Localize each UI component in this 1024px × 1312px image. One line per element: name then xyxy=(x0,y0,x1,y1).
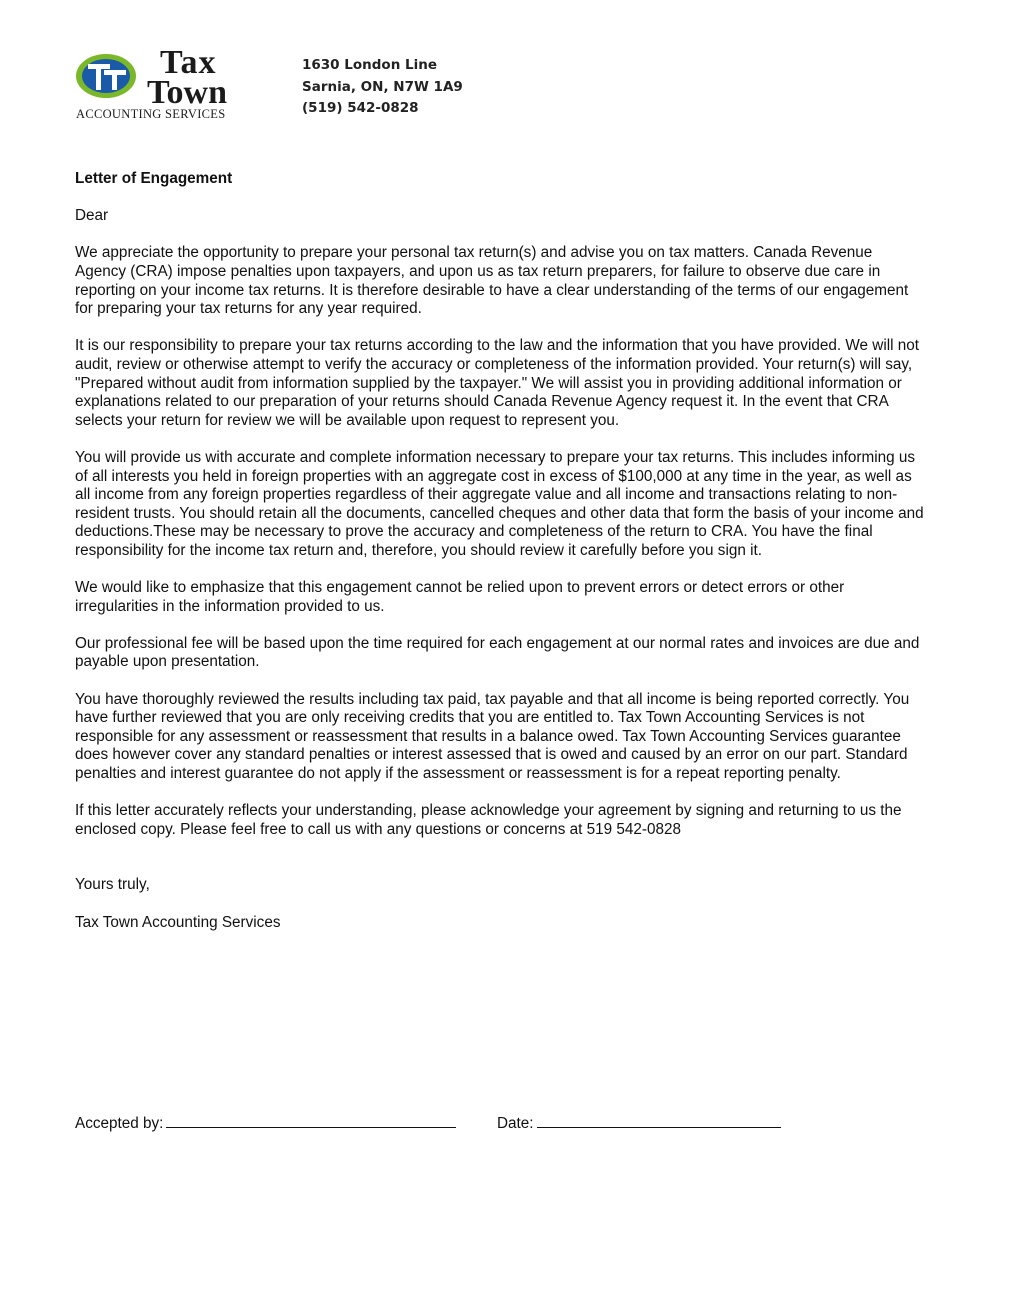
paragraph-4: We would like to emphasize that this engagement cannot be relied upon to prevent errors or detect errors or other irregularities in the information provided to us. xyxy=(75,579,845,615)
accepted-by-field xyxy=(75,1113,456,1134)
signature-name: Tax Town Accounting Services xyxy=(75,913,281,931)
letter-body xyxy=(75,170,925,951)
company-logo xyxy=(74,44,254,122)
address-phone: (519) 542-0828 xyxy=(302,100,419,116)
paragraph-5: Our professional fee will be based upon the time required for each engagement at our normal rates and invoices are due and payable upon presentation. xyxy=(75,634,920,671)
tax-town-logo-icon xyxy=(74,50,144,102)
accepted-by-label: Accepted by: xyxy=(75,1115,164,1132)
address-street: 1630 London Line xyxy=(302,57,438,73)
accepted-by-blank xyxy=(166,1113,456,1128)
address-city: Sarnia, ON, N7W 1A9 xyxy=(302,78,463,95)
paragraph-2: It is our responsibility to prepare your tax returns according to the law and the information that you have provided. We will not audit, review or otherwise attempt to verify the accuracy or completeness of the information provided. Your return(s) will say, "Prepared without audit from information supplied by the taxpayer." We will assist you in providing additional information or explanations related to our preparation of your returns should Canada Revenue Agency request it. In the event that CRA selects your return for review we will be available upon request to represent you. xyxy=(75,337,920,429)
logo-word-tax: Tax xyxy=(160,44,217,81)
date-label: Date: xyxy=(497,1115,534,1132)
letter-title: Letter of Engagement xyxy=(75,170,233,187)
paragraph-7: If this letter accurately reflects your understanding, please acknowledge your agreement by signing and returning to us the enclosed copy. Please feel free to call us with any questions or concerns at 519 542-0828 xyxy=(75,802,902,838)
salutation: Dear xyxy=(75,207,109,225)
logo-word-town: Town xyxy=(147,74,228,111)
date-blank xyxy=(537,1113,781,1128)
company-address xyxy=(302,55,463,120)
paragraph-6: You have thoroughly reviewed the results including tax paid, tax payable and that all income is being reported correctly. You have further reviewed that you are only receiving credits that you are entitled to. Tax Town Accounting Services is not responsible for any assessment or reassessment that results in a balance owed. Tax Town Accounting Services guarantee does however cover any standard penalties or interest assessed that is owed and caused by an error on our part. Standard penalties and interest guarantee do not apply if the assessment or reassessment is for a repeat reporting penalty. xyxy=(75,690,910,782)
logo-subtitle: ACCOUNTING SERVICES xyxy=(76,107,226,121)
paragraph-3: You will provide us with accurate and complete information necessary to prepare your tax returns. This includes informing us of all interests you held in foreign properties with an aggregate cost in excess of $100,000 at any time in the year, as well as all income from any foreign properties regardless of their aggregate value and all income and transactions relating to non-resident trusts. You should retain all the documents, cancelled cheques and other data that form the basis of your income and deductions.These may be necessary to prove the accuracy and completeness of the return to CRA. You have the final responsibility for the income tax return and, therefore, you should review it carefully before you sign it. xyxy=(75,448,924,559)
date-field xyxy=(497,1113,781,1134)
paragraph-1: We appreciate the opportunity to prepare your personal tax return(s) and advise you on tax matters. Canada Revenue Agency (CRA) impose penalties upon taxpayers, and upon us as tax return preparers, for failure to observe due care in reporting on your income tax returns. It is therefore desirable to have a clear understanding of the terms of our engagement for preparing your tax returns for any year required. xyxy=(75,244,909,318)
closing: Yours truly, xyxy=(75,876,150,894)
